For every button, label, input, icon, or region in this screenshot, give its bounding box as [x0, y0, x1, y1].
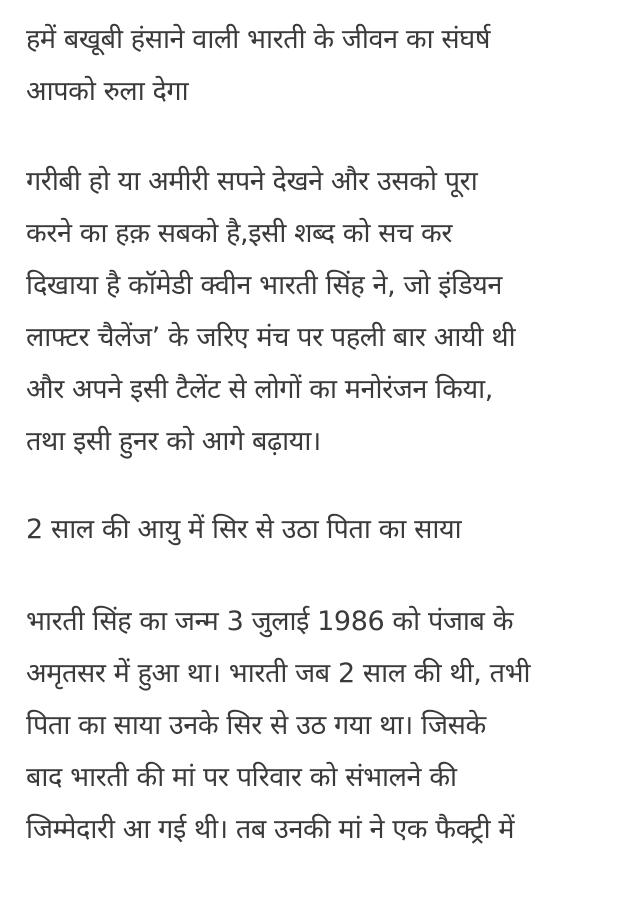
heading-line-2: आपको रुला देगा [26, 76, 189, 107]
heading-line-1: हमें बखूबी हंसाने वाली भारती के जीवन का संघर्ष [26, 24, 491, 55]
body-line-2: अमृतसर में हुआ था। भारती जब 2 साल की थी, तभी [26, 658, 531, 689]
intro-paragraph [26, 156, 632, 468]
body-line-3: पिता का साया उनके सिर से उठ गया था। जिसके [26, 710, 486, 741]
intro-line-5: और अपने इसी टैलेंट से लोगों का मनोरंजन किया, [26, 374, 493, 405]
body-paragraph [26, 596, 632, 856]
body-line-1: भारती सिंह का जन्म 3 जुलाई 1986 को पंजाब के [26, 606, 514, 637]
intro-line-1: गरीबी हो या अमीरी सपने देखने और उसको पूरा [26, 166, 478, 197]
subheading-line-1: 2 साल की आयु में सिर से उठा पिता का साया [26, 514, 462, 545]
article-heading [26, 14, 632, 118]
body-line-5: जिम्मेदारी आ गई थी। तब उनकी मां ने एक फैक्ट्री में [26, 814, 515, 845]
section-subheading [26, 504, 632, 556]
intro-line-2: करने का हक़ सबको है,इसी शब्द को सच कर [26, 218, 453, 249]
intro-line-6: तथा इसी हुनर को आगे बढ़ाया। [26, 426, 321, 457]
article-content [26, 14, 632, 856]
body-line-4: बाद भारती की मां पर परिवार को संभालने की [26, 762, 457, 793]
intro-line-4: लाफ्टर चैलेंज’ के जरिए मंच पर पहली बार आयी थी [26, 322, 516, 353]
intro-line-3: दिखाया है कॉमेडी क्वीन भारती सिंह ने, जो इंडियन [26, 270, 502, 301]
